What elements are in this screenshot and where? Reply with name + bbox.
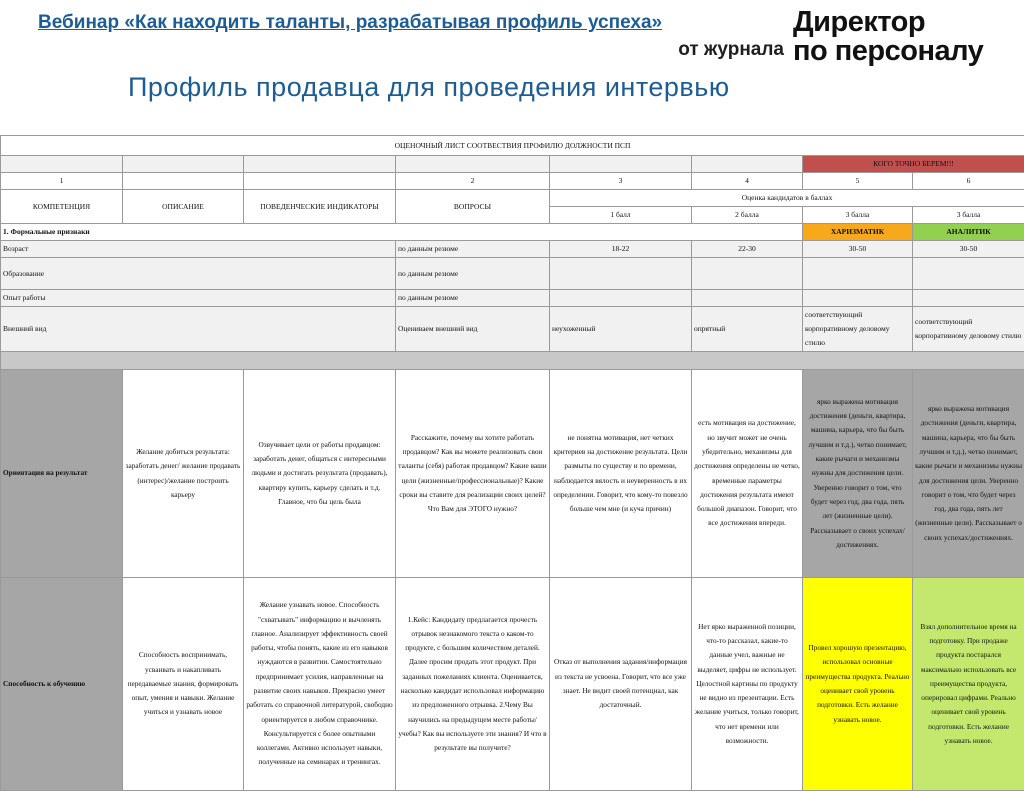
- header-r1: 1 балл: [550, 207, 692, 224]
- col-num-5: 5: [803, 173, 913, 190]
- header-questions: ВОПРОСЫ: [396, 190, 550, 224]
- assessment-sheet: [0, 135, 1024, 791]
- slide-header: [0, 0, 1024, 130]
- page-title: Профиль продавца для проведения интервью: [128, 72, 730, 103]
- sheet-title: ОЦЕНОЧНЫЙ ЛИСТ СООТВЕСТВИЯ ПРОФИЛЮ ДОЛЖНОСТИ ПСП: [1, 136, 1024, 156]
- header-rating-group: Оценка кандидатов в баллах: [550, 190, 1024, 207]
- header-r3: 3 балла: [803, 207, 913, 224]
- col-num-4: 4: [692, 173, 803, 190]
- table-row: Опыт работы по данным резюме: [1, 290, 1024, 307]
- logo-line2: по персоналу: [793, 37, 1001, 66]
- type-charismatic: ХАРИЗМАТИК: [803, 224, 913, 241]
- webinar-title[interactable]: Вебинар «Как находить таланты, разрабатывая профиль успеха»: [38, 12, 662, 34]
- table-row: Ориентация на результат Желание добиться результата: заработать денег/ желание продавать (интерес)/желание построить карьеру Озвучивает цели от работы продавцом: заработать денег, общаться с интересными людьми и достигать результата (продавать), квартиру купить, карьеру сделать и т.д. Главное, что бы цель была Расскажите, почему вы хотите работать продавцом? Как вы можете реализовать свои таланты (себя) работая продавцом? Какие ваши цели (жизненные/профессиональные)? Какие сроки вы ставите для реализации своих целей? Что Вам для ЭТОГО нужно? не понятна мотивация, нет четких критериев на достижение результата. Цели размыты по существу и по времени, наблюдается вялость и неуверенность в их определении. Говорит, что кому-то повезло больше чем мне (и куча причин) есть мотивация на достижение, но звучит может не очень убедительно, механизмы для достижения определены не четко, временные параметры достижения результата имеют большой диапазон. Говорит, что все достижения впереди. ярко выражена мотивация достижения (деньги, квартира, машина, карьера, что бы быть лучшим и т.д.), четко понимает, какие рычаги и механизмы нужны для достижения цели. Уверенно говорит о том, что будет через год, два года, пять лет (жизненные цели). Рассказывает о своих успехах/достижениях. ярко выражена мотивация достижения (деньги, квартира, машина, карьера, что бы быть лучшим и т.д.), четко понимает, какие рычаги и механизмы нужны для достижения цели. Уверенно говорит о том, что будет через год, два года, пять лет (жизненные цели). Рассказывает о своих успехах/достижениях.: [1, 370, 1024, 578]
- who-to-hire-badge: КОГО ТОЧНО БЕРЕМ!!!: [803, 156, 1024, 173]
- logo-line1: Директор: [793, 8, 1001, 37]
- col-num-2: 2: [396, 173, 550, 190]
- table-row: Способность к обучению Способность воспринимать, усваивать и накапливать передаваемые знания, формировать опыт, умения и навыки. Желание учиться и узнавать новое Желание узнавать новое. Способность "схватывать" информацию и вычленять главное. Анализирует эффективность своей работы, чтобы понять, какие из его навыков нуждаются в развитии. Самостоятельно предпринимает усилия, направленные на развитие своих навыков. Прекрасно умеет работать со справочной литературой, свободно ориентируется в любом справочнике. Консультируется с более опытными коллегами. Активно использует навыки, полученные на семинарах и тренингах. 1.Кейс: Кандидату предлагается прочесть отрывок незнакомого текста о каком-то продукте, с большим количеством деталей. Далее просим продать этот продукт. При заданных пожеланиях клиента. Оценивается, насколько кандидат использовал информацию из предложенного отрывка. 2.Чему Вы научились на предыдущем месте работы/учебы? Как вы используете эти знания? И что в результате вы получите? Отказ от выполнения задания/информация из текста не усвоена. Говорит, что все уже знает. Не видит своей потенциал, как достаточный. Нет ярко выраженной позиции, что-то рассказал, какие-то данные учел, важные не выделяет, цифры не использует. Целостной картины по продукту не видно из презентации. Есть желание учиться, только говорит, что нет времени или возможности. Провел хорошую презентацию, использовал основные преимущества продукта. Реально оценивает свой уровень подготовки. Есть желание узнавать новое. Взял дополнительное время на подготовку. При продаже продукта постарался максимально использовать все преимущества продукта, оперировал цифрами. Реально оценивает свой уровень подготовки. Есть желание узнавать новое.: [1, 578, 1024, 791]
- col-num-3: 3: [550, 173, 692, 190]
- journal-logo: [793, 8, 1001, 68]
- table-row: Внешний вид Оцениваем внешний вид неухоженный опрятный соответствующий корпоративному деловому стилю соответствующий корпоративному деловому стилю: [1, 307, 1024, 352]
- section-formal: 1. Формальные признаки: [1, 224, 803, 241]
- header-r4: 3 балла: [913, 207, 1024, 224]
- header-indicators: ПОВЕДЕНЧЕСКИЕ ИНДИКАТОРЫ: [244, 190, 396, 224]
- header-r2: 2 балла: [692, 207, 803, 224]
- col-num-1: 1: [1, 173, 123, 190]
- webinar-subtitle: от журнала: [678, 39, 784, 61]
- type-analytic: АНАЛИТИК: [913, 224, 1024, 241]
- header-description: ОПИСАНИЕ: [123, 190, 244, 224]
- header-competence: КОМПЕТЕНЦИЯ: [1, 190, 123, 224]
- table-row: Образование по данным резюме: [1, 258, 1024, 290]
- table-row: Возраст по данным резюме 18-22 22-30 30-50 30-50: [1, 241, 1024, 258]
- col-num-6: 6: [913, 173, 1024, 190]
